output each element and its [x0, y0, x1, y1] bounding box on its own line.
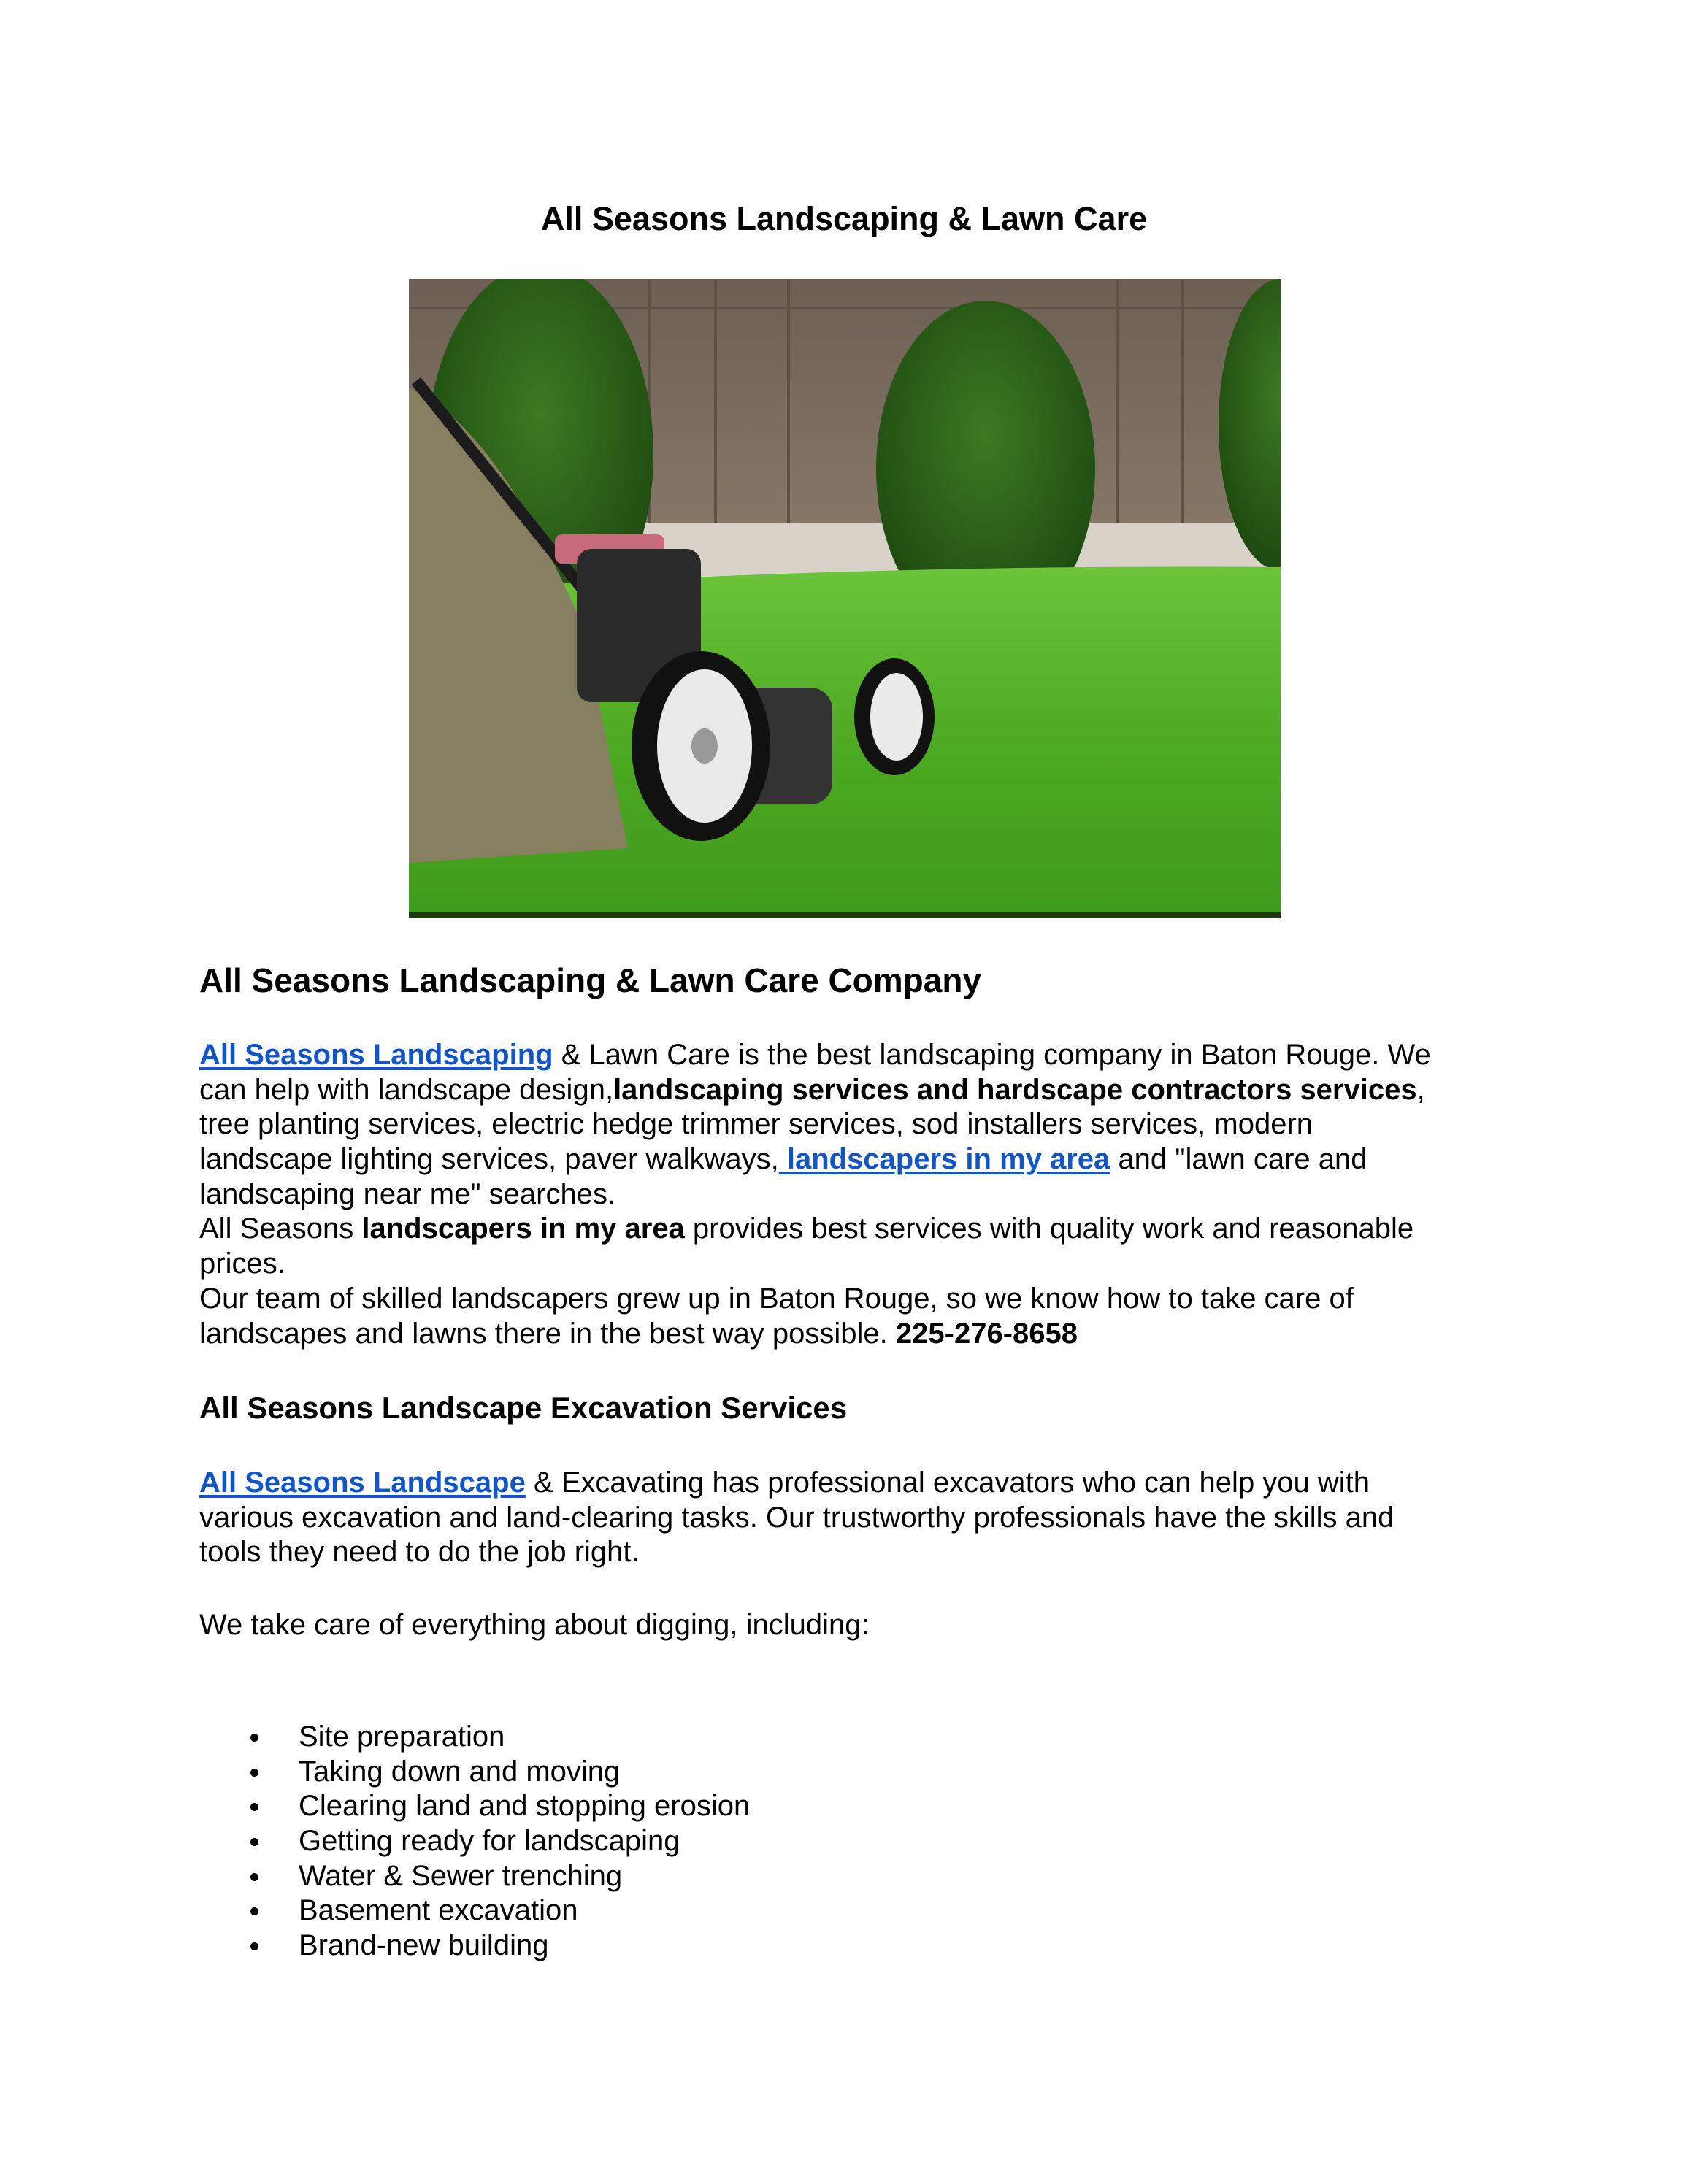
bullet-icon: [250, 1942, 258, 1950]
text-run: & Lawn Care is the best landscaping company in Baton Rouge. We: [553, 1039, 1431, 1071]
text-line: [199, 1177, 1431, 1212]
text-run: and "lawn care and: [1110, 1143, 1367, 1176]
text-run: landscaping near me" searches.: [199, 1177, 616, 1210]
text-run: landscapes and lawns there in the best way possible.: [199, 1317, 896, 1350]
inline-link[interactable]: All Seasons Landscape: [199, 1466, 526, 1499]
bullet-icon: [250, 1838, 258, 1846]
text-run: Our team of skilled landscapers grew up in Baton Rouge, so we know how to take care of: [199, 1282, 1354, 1315]
text-line: [199, 1073, 1431, 1108]
text-line: [199, 1107, 1431, 1142]
bold-text: landscaping services and hardscape contractors services: [613, 1073, 1417, 1106]
text-line: [199, 1282, 1431, 1317]
list-item: Getting ready for landscaping: [199, 1824, 750, 1859]
page-title: All Seasons Landscaping & Lawn Care: [540, 200, 1148, 237]
text-run: tools they need to do the job right.: [199, 1536, 640, 1569]
text-run: & Excavating has professional excavators who can help you with: [525, 1466, 1370, 1499]
text-run: various excavation and land-clearing tasks. Our trustworthy professionals have the skills and: [199, 1501, 1394, 1534]
text-line: [199, 1038, 1431, 1073]
services-list: [199, 1720, 750, 1964]
text-run: landscape lighting services, paver walkways,: [199, 1143, 779, 1176]
bullet-icon: [250, 1734, 258, 1742]
bullet-icon: [250, 1907, 258, 1915]
inline-link[interactable]: landscapers in my area: [778, 1143, 1110, 1176]
text-run: can help with landscape design,: [199, 1073, 614, 1106]
text-run: provides best services with quality work and reasonable: [684, 1212, 1414, 1245]
list-item: Basement excavation: [199, 1893, 750, 1929]
section-heading-lawn-care: All Seasons Landscaping & Lawn Care Company: [199, 961, 982, 999]
text-line: [199, 1466, 1394, 1501]
text-line: [199, 1501, 1394, 1536]
bullet-icon: [250, 1873, 258, 1881]
excavation-paragraph: [199, 1466, 1394, 1570]
text-line: [199, 1535, 1394, 1570]
bullet-icon: [250, 1769, 258, 1777]
list-item: Clearing land and stopping erosion: [199, 1789, 750, 1824]
text-line: [199, 1247, 1431, 1282]
text-run: All Seasons: [199, 1212, 362, 1245]
digging-intro: We take care of everything about digging, including:: [199, 1609, 870, 1641]
text-run: prices.: [199, 1247, 285, 1280]
bold-text: 225-276-8658: [895, 1317, 1078, 1350]
section-heading-excavation: All Seasons Landscape Excavation Services: [199, 1391, 848, 1425]
lawn-mower-photo: [409, 279, 1281, 918]
text-line: [199, 1212, 1431, 1247]
bullet-icon: [250, 1803, 258, 1811]
list-item: Water & Sewer trenching: [199, 1859, 750, 1894]
text-run: ,: [1416, 1073, 1425, 1106]
text-line: [199, 1317, 1431, 1352]
list-item: Brand-new building: [199, 1929, 750, 1964]
inline-link[interactable]: All Seasons Landscaping: [199, 1039, 553, 1071]
list-item: Site preparation: [199, 1720, 750, 1755]
bold-text: landscapers in my area: [361, 1212, 685, 1245]
text-line: [199, 1142, 1431, 1177]
list-item: Taking down and moving: [199, 1755, 750, 1790]
lawn-care-paragraph: [199, 1038, 1431, 1351]
text-run: tree planting services, electric hedge trimmer services, sod installers services, modern: [199, 1108, 1313, 1141]
